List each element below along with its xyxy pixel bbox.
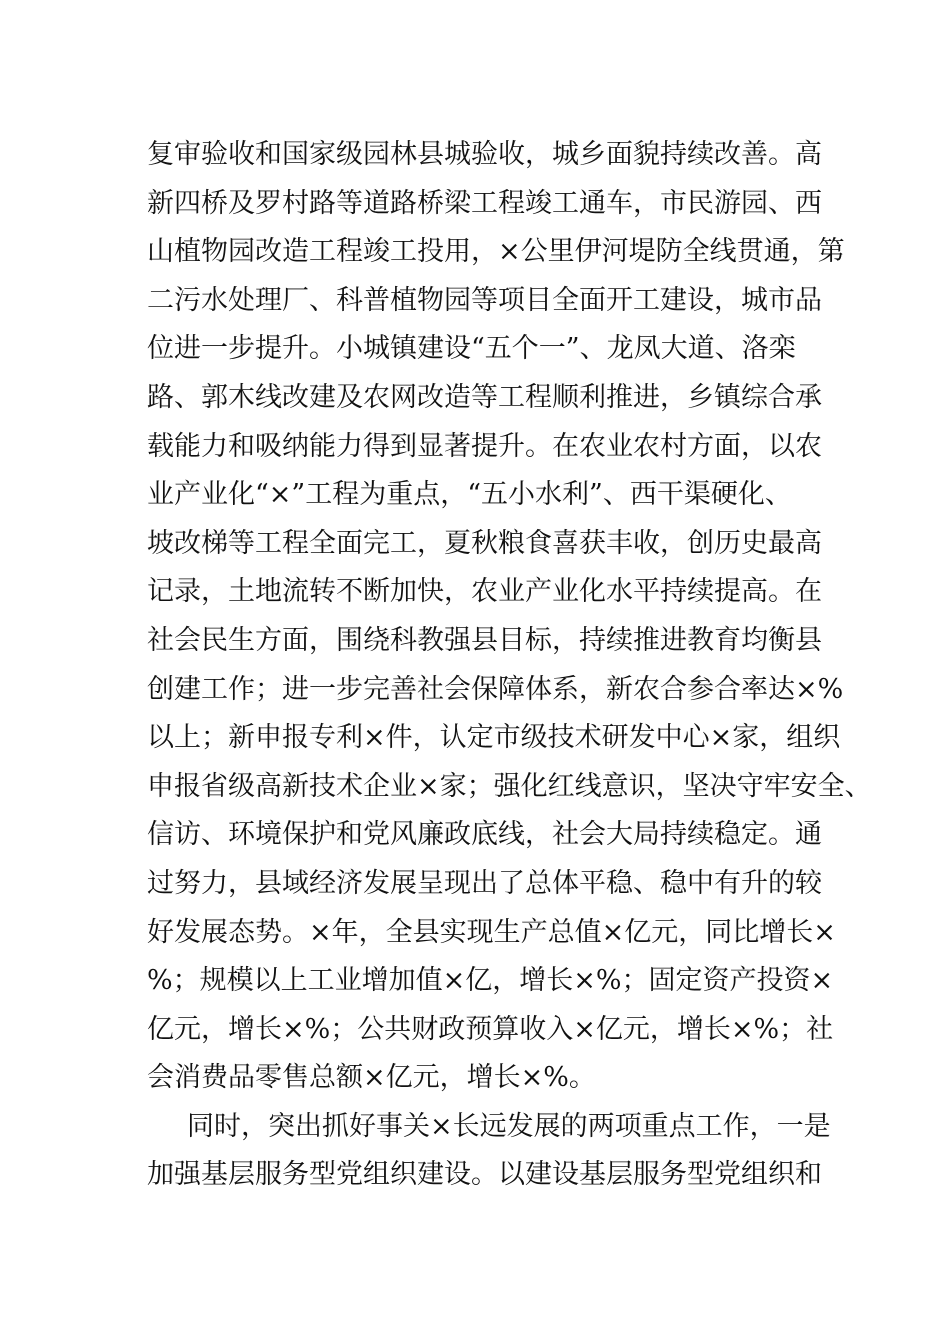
text-line: 复审验收和国家级园林县城验收，城乡面貌持续改善。高 xyxy=(147,139,822,170)
text-line: 会消费品零售总额×亿元，增长×%。 xyxy=(147,1062,596,1094)
text-line: 信访、环境保护和党风廉政底线，社会大局持续稳定。通 xyxy=(147,819,822,851)
text-line: 同时，突出抓好事关×长远发展的两项重点工作，一是 xyxy=(187,1110,831,1142)
text-line: 路、郭木线改建及农网改造等工程顺利推进，乡镇综合承 xyxy=(147,381,822,413)
text-line: 业产业化“×”工程为重点，“五小水利”、西干渠硬化、 xyxy=(147,479,792,511)
text-line: 加强基层服务型党组织建设。以建设基层服务型党组织和 xyxy=(147,1159,822,1191)
text-line: %；规模以上工业增加值×亿，增长×%；固定资产投资× xyxy=(147,965,834,997)
text-line: 申报省级高新技术企业×家；强化红线意识，坚决守牢安全、 xyxy=(147,770,872,802)
text-line: 位进一步提升。小城镇建设“五个一”、龙凤大道、洛栾 xyxy=(147,333,796,365)
text-line: 好发展态势。×年，全县实现生产总值×亿元，同比增长× xyxy=(147,916,836,948)
text-line: 创建工作；进一步完善社会保障体系，新农合参合率达×% xyxy=(147,673,844,705)
paragraph-2 xyxy=(147,1103,831,1200)
text-line: 过努力，县域经济发展呈现出了总体平稳、稳中有升的较 xyxy=(147,867,822,899)
text-line: 载能力和吸纳能力得到显著提升。在农业农村方面，以农 xyxy=(147,430,822,462)
text-line: 社会民生方面，围绕科教强县目标，持续推进教育均衡县 xyxy=(147,624,822,656)
text-line: 亿元，增长×%；公共财政预算收入×亿元，增长×%；社 xyxy=(147,1013,834,1045)
paragraph-1 xyxy=(147,131,872,1103)
body-text xyxy=(147,131,872,1200)
text-line: 以上；新申报专利×件，认定市级技术研发中心×家，组织 xyxy=(147,722,841,754)
text-line: 二污水处理厂、科普植物园等项目全面开工建设，城市品 xyxy=(147,284,822,316)
text-line: 坡改梯等工程全面完工，夏秋粮食喜获丰收，创历史最高 xyxy=(147,527,822,559)
text-line: 记录，土地流转不断加快，农业产业化水平持续提高。在 xyxy=(147,576,822,608)
text-line: 新四桥及罗村路等道路桥梁工程竣工通车，市民游园、西 xyxy=(147,187,822,219)
text-line: 山植物园改造工程竣工投用，×公里伊河堤防全线贯通，第 xyxy=(147,236,845,268)
